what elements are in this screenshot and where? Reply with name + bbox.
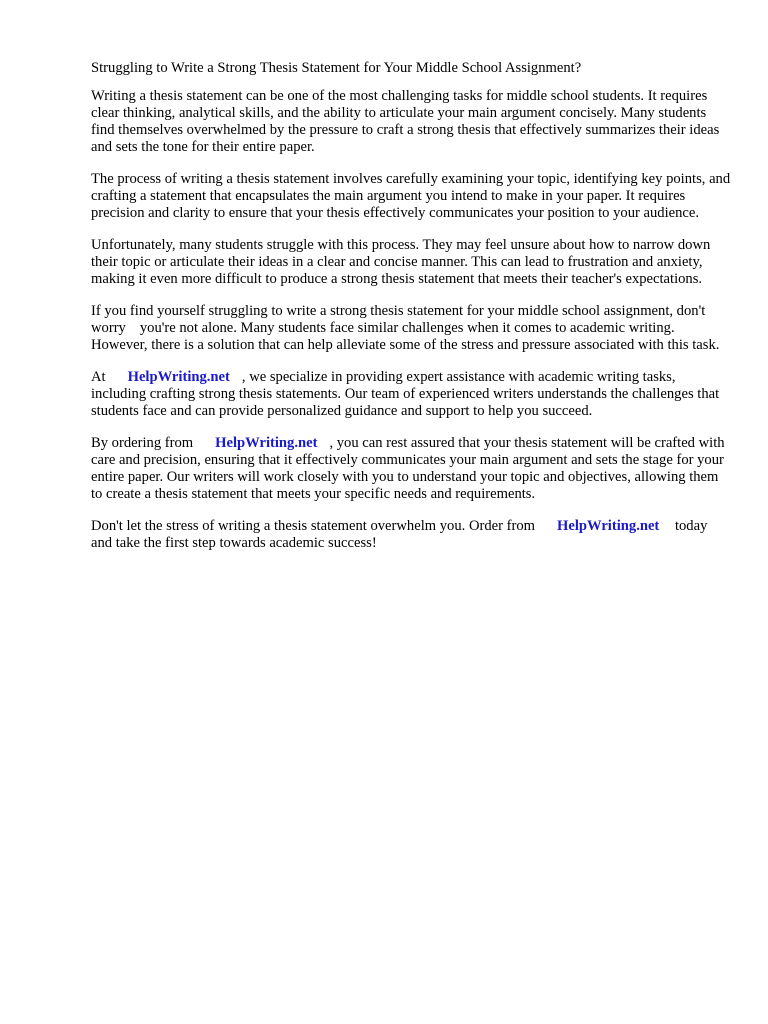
paragraph-7-text-after: today and take the first step towards academic success! (91, 518, 708, 551)
paragraph-6-text-after: , you can rest assured that your thesis statement will be crafted with care and precision, ensuring that it effectively communicates your main argument and sets the stage for your entire paper. Our writers will work closely with you to understand your topic and objectives, allowing them to create a thesis statement that meets your specific needs and requirements. (91, 435, 725, 502)
document-title: Struggling to Write a Strong Thesis Statement for Your Middle School Assignment? (91, 60, 582, 76)
helpwriting-link[interactable]: HelpWriting.net (215, 435, 318, 451)
paragraph-6-text-before: By ordering from (91, 435, 194, 451)
document-page (91, 60, 731, 567)
helpwriting-link[interactable]: HelpWriting.net (127, 369, 230, 385)
paragraph-4 (91, 303, 731, 354)
paragraph-7-text-before: Don't let the stress of writing a thesis statement overwhelm you. Order from (91, 518, 535, 534)
paragraph-5 (91, 369, 731, 420)
paragraph-4-text-before: If you find yourself struggling to write a strong thesis statement for your middle school assignment, don't worry (91, 303, 706, 336)
paragraph-2: The process of writing a thesis statement involves carefully examining your topic, identifying key points, and crafting a statement that encapsulates the main argument you intend to make in your paper. It requires precision and clarity to ensure that your thesis effectively communicates your position to your audience. (91, 171, 731, 221)
helpwriting-link[interactable]: HelpWriting.net (557, 518, 660, 534)
paragraph-7 (91, 518, 731, 552)
paragraph-4-text-after: you're not alone. Many students face similar challenges when it comes to academic writing. However, there is a solution that can help alleviate some of the stress and pressure associated with this task. (91, 320, 720, 353)
paragraph-3: Unfortunately, many students struggle with this process. They may feel unsure about how to narrow down their topic or articulate their ideas in a clear and concise manner. This can lead to frustration and anxiety, making it even more difficult to produce a strong thesis statement that meets their teacher's expectations. (91, 237, 711, 287)
paragraph-5-text-after: , we specialize in providing expert assistance with academic writing tasks, including crafting strong thesis statements. Our team of experienced writers understands the challenges that students face and can provide personalized guidance and support to help you succeed. (91, 369, 720, 419)
paragraph-6 (91, 435, 731, 503)
paragraph-1: Writing a thesis statement can be one of the most challenging tasks for middle school students. It requires clear thinking, analytical skills, and the ability to articulate your main argument concisely. Many students find themselves overwhelmed by the pressure to craft a strong thesis that effectively summarizes their ideas and sets the tone for their entire paper. (91, 88, 720, 155)
paragraph-5-text-before: At (91, 369, 106, 385)
